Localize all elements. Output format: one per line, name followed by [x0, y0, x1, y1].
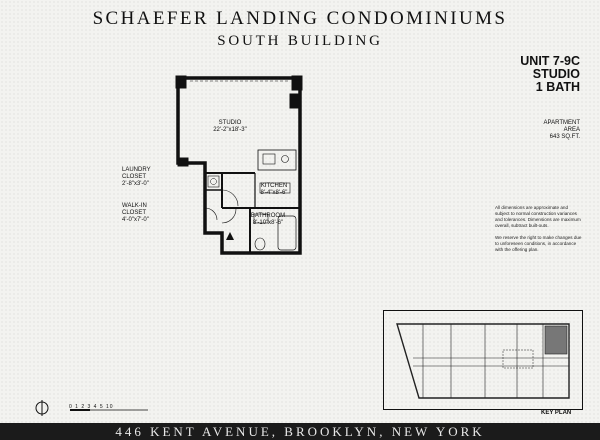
- rights-note: We reserve the right to make changes due to unforeseen conditions, in accordance with the offering plan.: [495, 235, 582, 252]
- scale-label: 0 1 2 3 4 5 10: [69, 404, 114, 410]
- laundry-dimensions: 2'-8"x3'-0": [122, 181, 149, 187]
- bathroom-label: [244, 213, 292, 227]
- walkin-name-1: WALK-IN: [122, 203, 147, 209]
- studio-dimensions: 22'-2"x18'-3": [213, 127, 247, 133]
- bathroom-dimensions: 8'-10"x8'-6": [252, 220, 284, 226]
- area-label-1: APARTMENT: [543, 120, 580, 126]
- dimension-note: All dimensions are approximate and subject to normal construction variances and tolerances. Dimensions are maximum overall, subtract built-outs.: [495, 205, 581, 228]
- building-subtitle: SOUTH BUILDING: [217, 33, 383, 49]
- studio-name: STUDIO: [218, 120, 242, 126]
- address-footer: 446 KENT AVENUE, BROOKLYN, NEW YORK: [0, 423, 600, 440]
- kitchen-name: KITCHEN: [260, 183, 288, 189]
- laundry-name-1: LAUNDRY: [122, 167, 151, 173]
- key-plan-map: [383, 310, 583, 410]
- walkin-dimensions: 4'-0"x7'-0": [122, 217, 149, 223]
- area-label-2: AREA: [563, 127, 580, 133]
- unit-info: [520, 55, 580, 94]
- disclaimer-notes: [495, 205, 583, 259]
- apartment-area: [544, 120, 580, 141]
- building-title: SCHAEFER LANDING CONDOMINIUMS: [92, 8, 508, 29]
- highlighted-unit: [545, 326, 567, 354]
- unit-type: STUDIO: [532, 67, 580, 81]
- kitchen-dimensions: 8'-4"x8'-6": [260, 190, 288, 196]
- key-plan-label: KEY PLAN: [541, 410, 572, 416]
- walkin-closet-label: [122, 203, 149, 224]
- studio-label: [205, 120, 255, 134]
- area-value: 643 SQ.FT.: [549, 134, 580, 140]
- laundry-closet-label: [122, 167, 151, 188]
- kitchen-label: [253, 183, 295, 197]
- unit-floor-plan: [160, 68, 320, 268]
- walkin-name-2: CLOSET: [122, 210, 147, 216]
- bathroom-name: BATHROOM: [250, 213, 286, 219]
- laundry-name-2: CLOSET: [122, 174, 147, 180]
- unit-number: UNIT 7-9C: [520, 54, 580, 68]
- unit-baths: 1 BATH: [535, 80, 580, 94]
